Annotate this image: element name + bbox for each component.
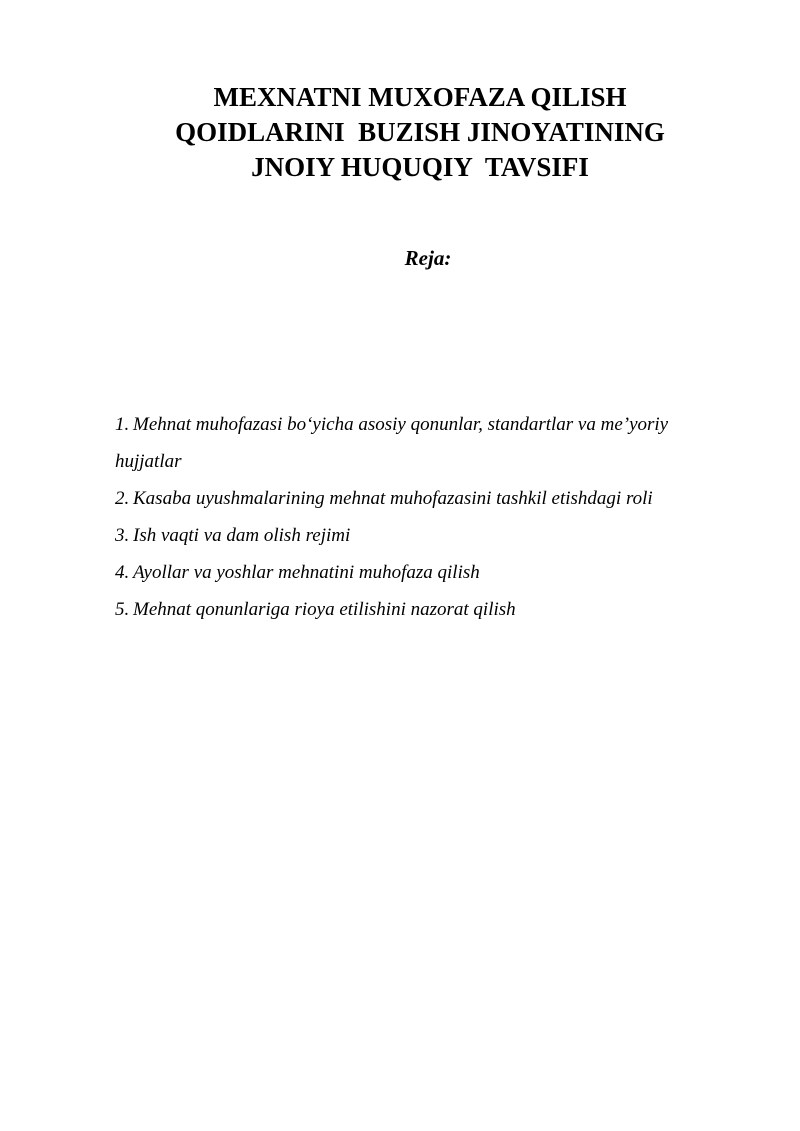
plan-heading: Reja:: [404, 246, 452, 270]
title-line-1: MEXNATNI MUXOFAZA QILISH: [213, 82, 627, 112]
list-item-number: 3.: [115, 525, 130, 546]
title-line-3: JNOIY HUQUQIY TAVSIFI: [251, 152, 589, 182]
list-item: [115, 480, 755, 517]
list-item-text: Kasaba uyushmalarining mehnat muhofazasini tashkil etishdagi roli: [133, 488, 653, 509]
title-line-2: QOIDLARINI BUZISH JINOYATINING: [175, 117, 665, 147]
list-item-text: Ish vaqti va dam olish rejimi: [133, 525, 351, 546]
list-item-number: 2.: [115, 488, 130, 509]
list-item-text: Mehnat qonunlariga rioya etilishini nazorat qilish: [133, 599, 516, 620]
page-title: [100, 80, 740, 185]
list-item-number: 5.: [115, 599, 130, 620]
list-item-text: Mehnat muhofazasi bo‘yicha asosiy qonunlar, standartlar va me’yoriy: [133, 414, 669, 435]
list-item-number: 1.: [115, 414, 130, 435]
list-item: [115, 554, 755, 591]
list-item: [115, 517, 755, 554]
list-item-text-wrapper: [115, 406, 755, 480]
list-item-number: 4.: [115, 562, 130, 583]
list-item: [115, 406, 755, 480]
list-item: [115, 591, 755, 628]
plan-list: [115, 406, 755, 628]
list-item-text: Ayollar va yoshlar mehnatini muhofaza qilish: [133, 562, 480, 583]
list-item-continuation: hujjatlar: [115, 451, 182, 472]
